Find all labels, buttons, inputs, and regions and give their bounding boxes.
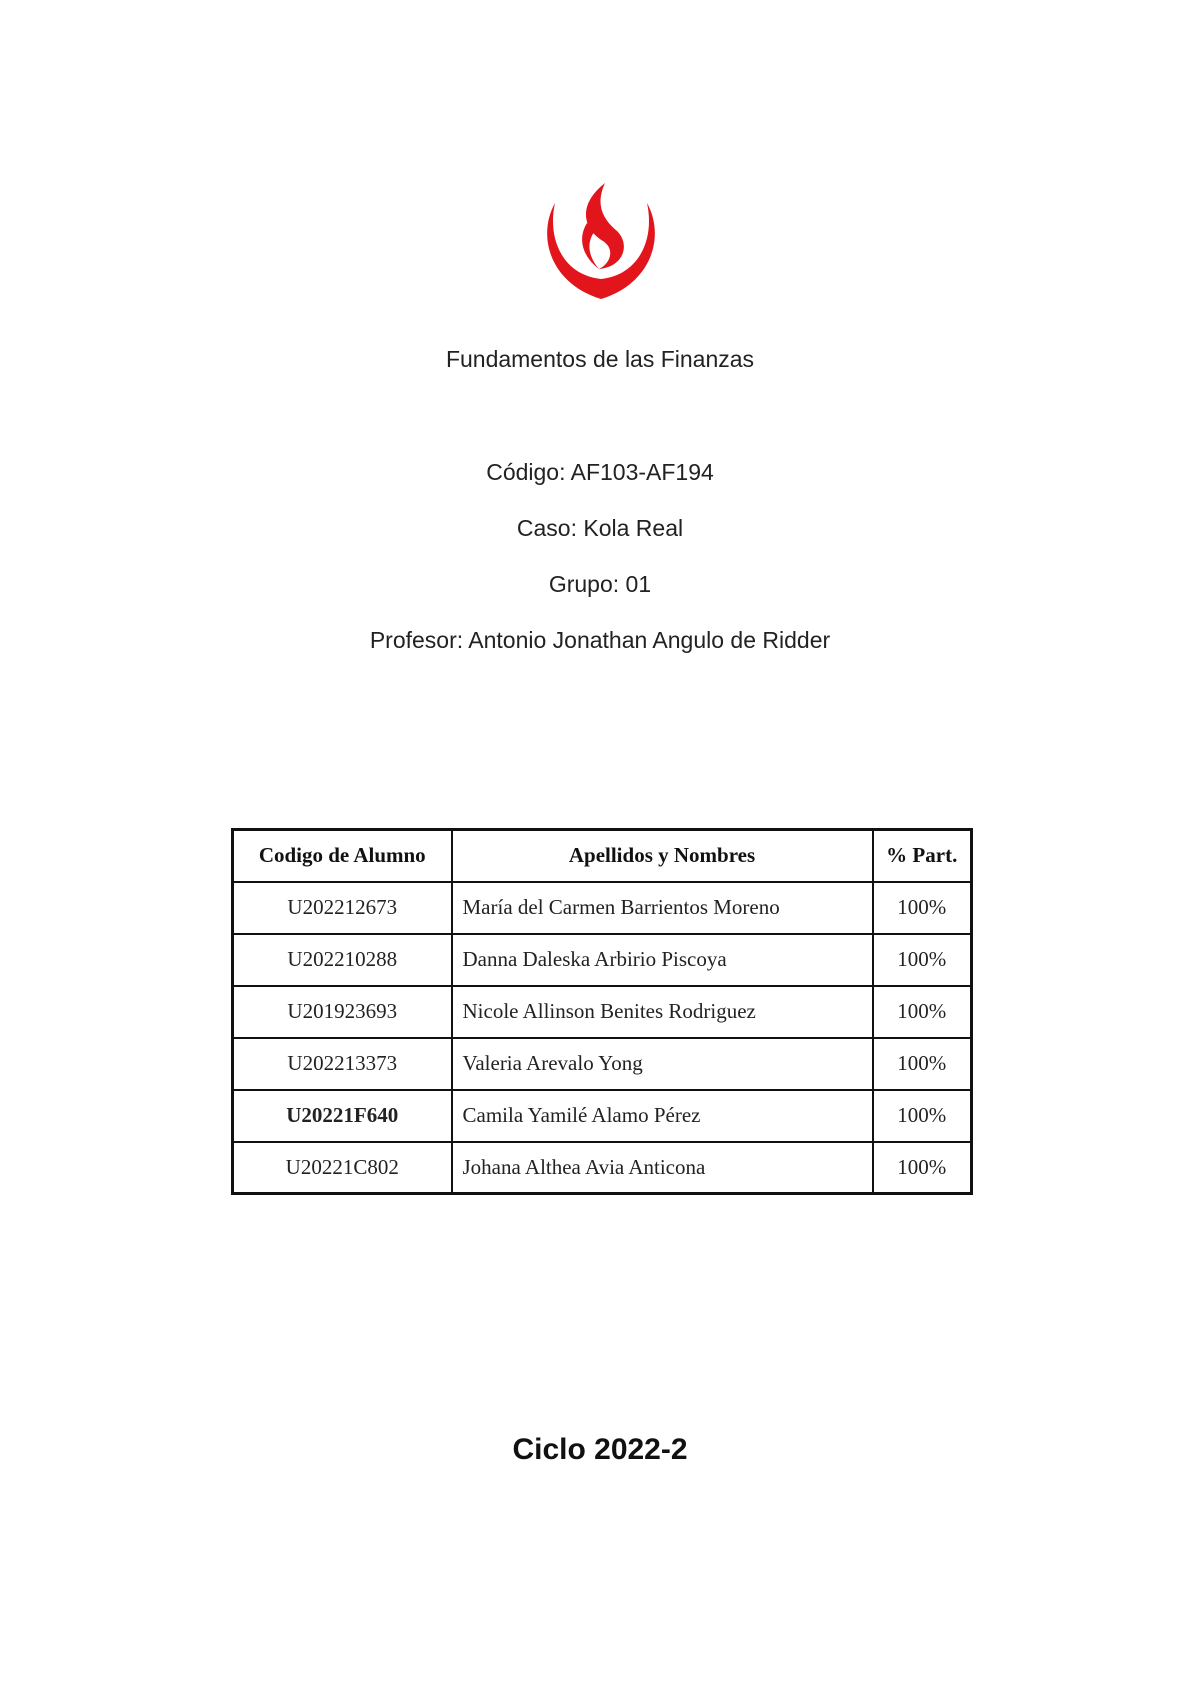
participation: 100% [873,882,972,934]
student-code: U201923693 [233,986,452,1038]
student-name: María del Carmen Barrientos Moreno [452,882,873,934]
header-student-code: Codigo de Alumno [233,830,452,882]
table-row [233,986,972,1038]
student-name: Camila Yamilé Alamo Pérez [452,1090,873,1142]
table-row [233,1038,972,1090]
student-name: Danna Daleska Arbirio Piscoya [452,934,873,986]
table-row [233,1142,972,1194]
group-number: Grupo: 01 [548,571,652,597]
course-title: Fundamentos de las Finanzas [445,346,755,372]
student-name: Johana Althea Avia Anticona [452,1142,873,1194]
header-participation: % Part. [873,830,972,882]
course-code: Código: AF103-AF194 [486,459,714,485]
university-logo [543,183,659,301]
header-full-name: Apellidos y Nombres [452,830,873,882]
academic-cycle: Ciclo 2022-2 [512,1433,688,1466]
student-code: U202210288 [233,934,452,986]
professor-name: Profesor: Antonio Jonathan Angulo de Ridder [369,627,831,653]
student-name: Nicole Allinson Benites Rodriguez [452,986,873,1038]
participation: 100% [873,1038,972,1090]
student-code: U202213373 [233,1038,452,1090]
student-table [231,828,973,1195]
participation: 100% [873,934,972,986]
participation: 100% [873,986,972,1038]
case-name: Caso: Kola Real [516,515,684,541]
table-header-row [233,830,972,882]
student-code: U20221F640 [233,1090,452,1142]
participation: 100% [873,1090,972,1142]
student-code: U20221C802 [233,1142,452,1194]
student-name: Valeria Arevalo Yong [452,1038,873,1090]
participation: 100% [873,1142,972,1194]
student-code: U202212673 [233,882,452,934]
table-row [233,882,972,934]
table-row [233,934,972,986]
table-row [233,1090,972,1142]
